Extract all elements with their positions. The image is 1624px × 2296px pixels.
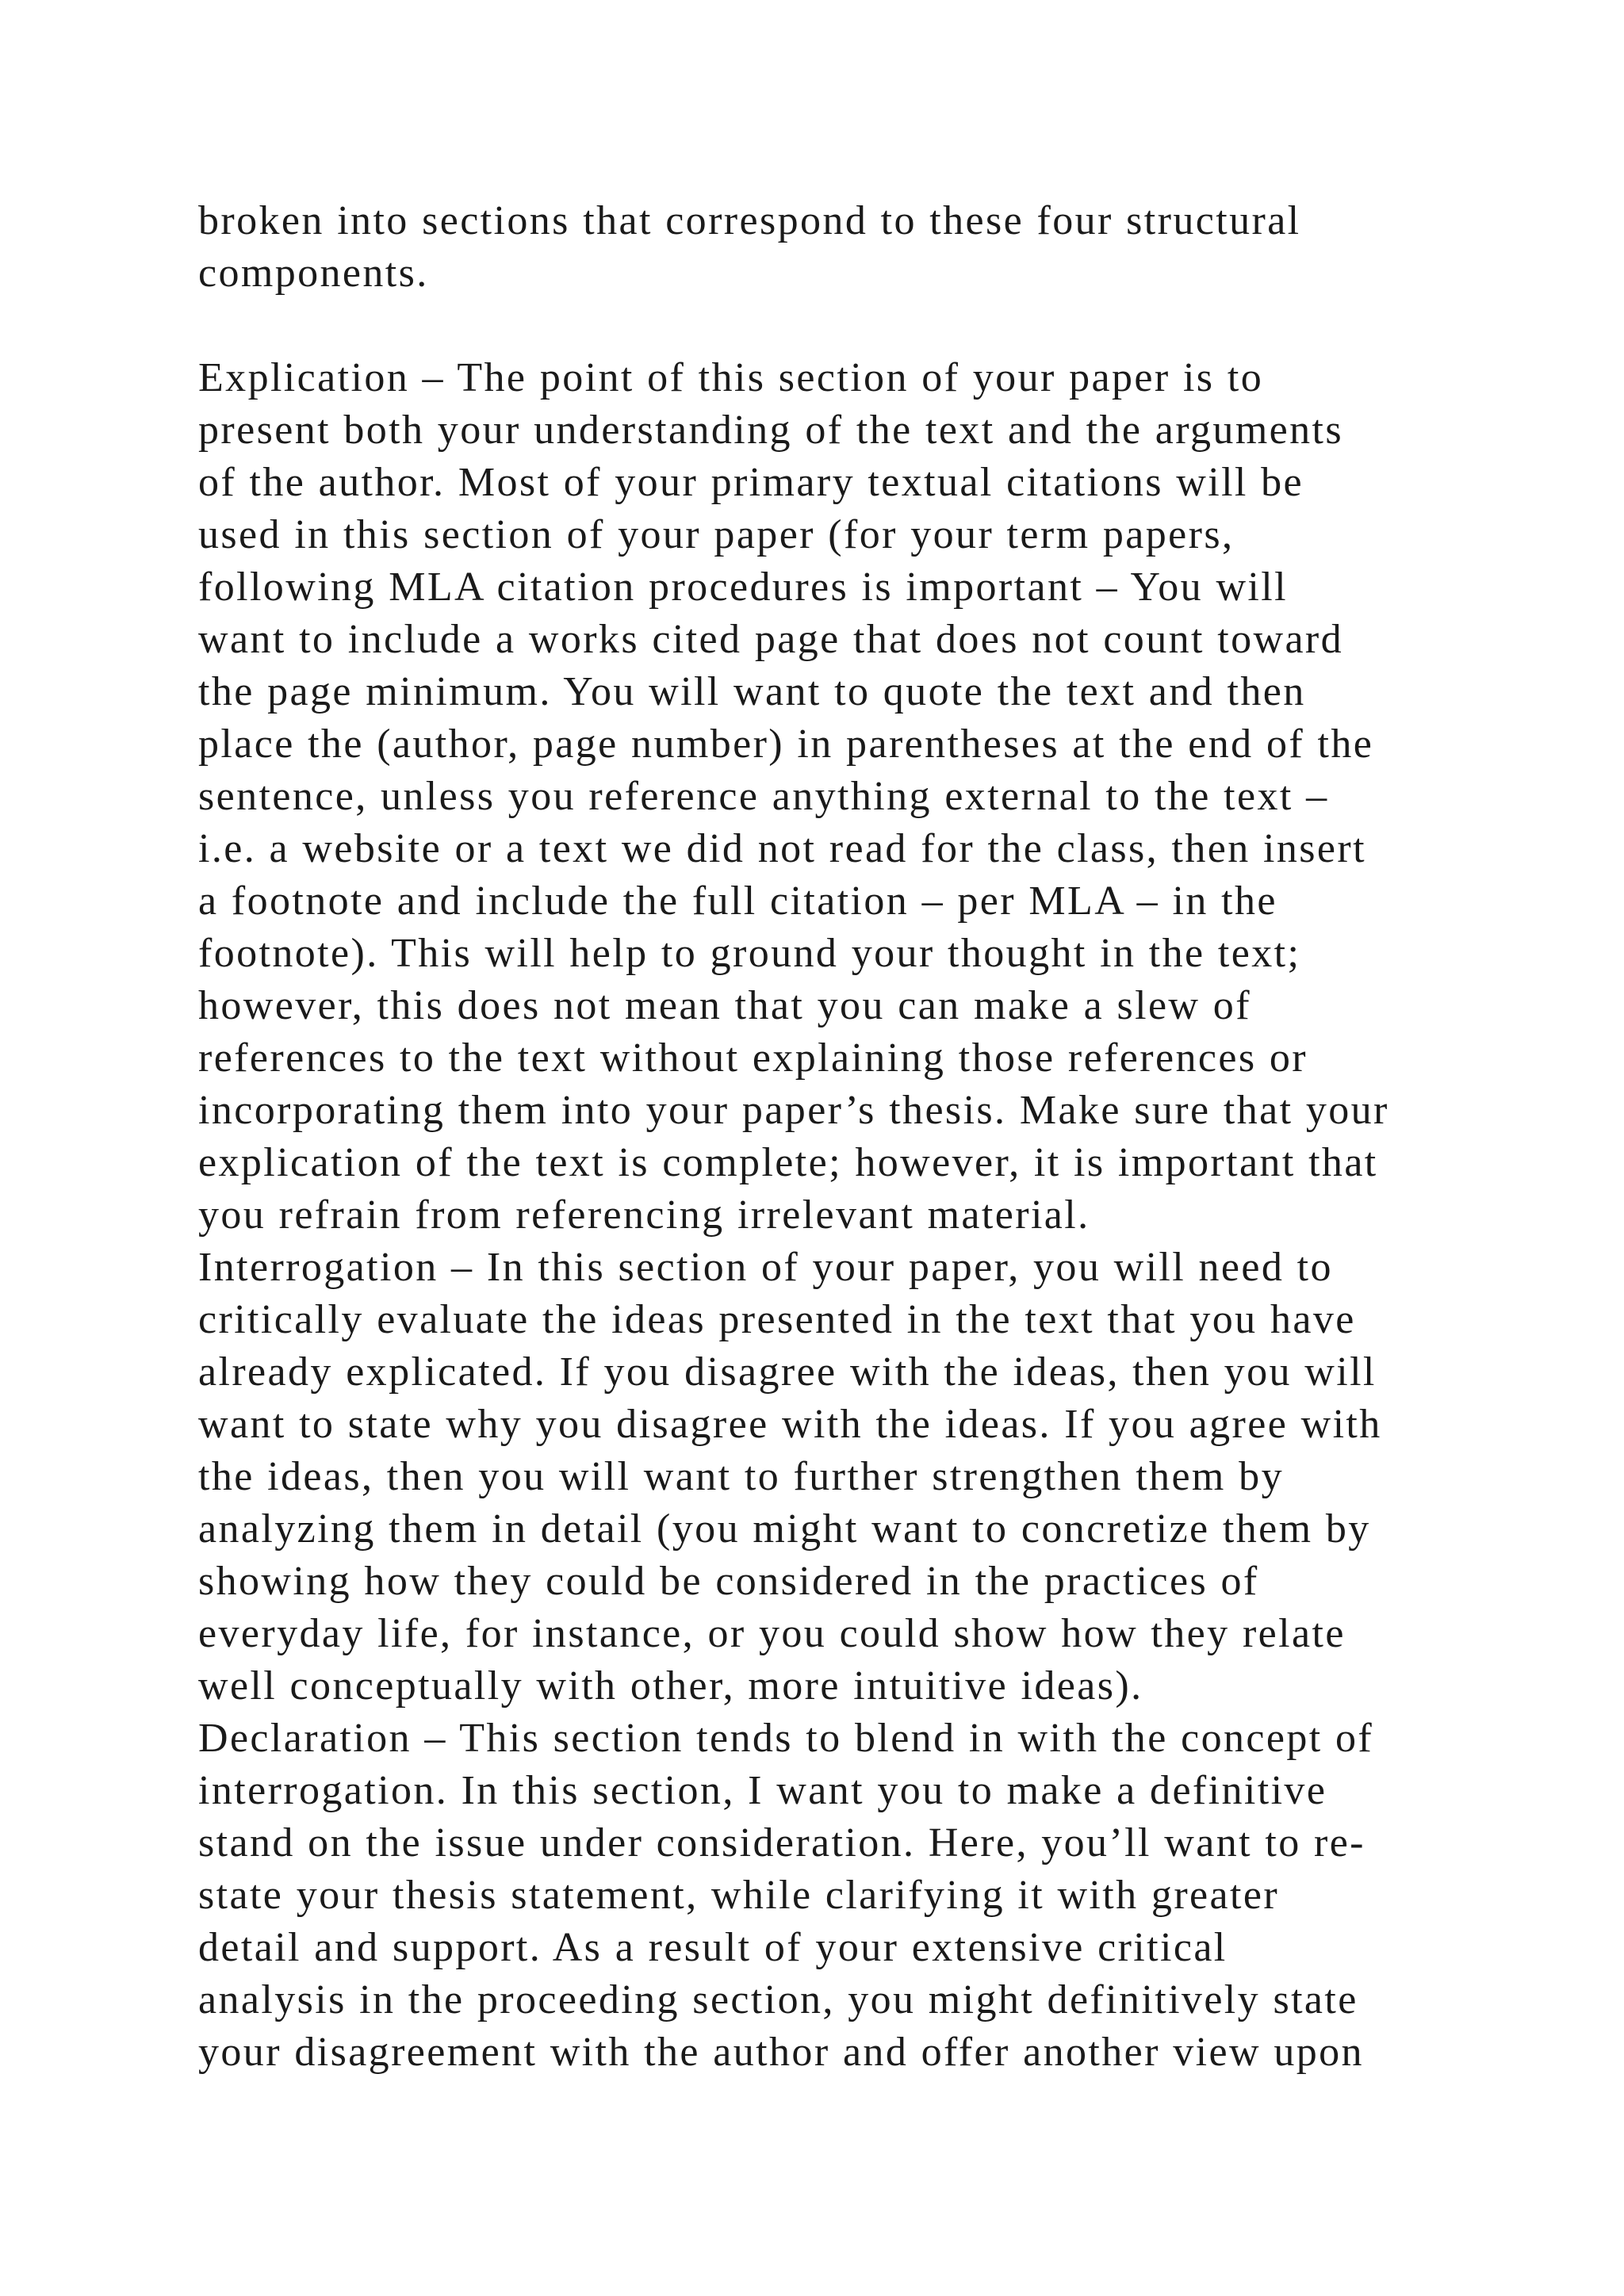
body-text: [198, 195, 1483, 2079]
text-line: detail and support. As a result of your extensive critical: [198, 1925, 1228, 1970]
text-line: interrogation. In this section, I want you to make a definitive: [198, 1768, 1327, 1813]
text-line: incorporating them into your paper’s thesis. Make sure that your: [198, 1088, 1389, 1133]
text-line: Declaration – This section tends to blend in with the concept of: [198, 1716, 1374, 1761]
text-line: used in this section of your paper (for your term papers,: [198, 512, 1235, 557]
text-line: Interrogation – In this section of your paper, you will need to: [198, 1245, 1333, 1290]
text-line: well conceptually with other, more intuitive ideas).: [198, 1663, 1143, 1709]
paragraph-gap: [198, 300, 1483, 352]
text-line: components.: [198, 251, 429, 296]
text-line: explication of the text is complete; however, it is important that: [198, 1140, 1378, 1185]
text-line: critically evaluate the ideas presented in the text that you have: [198, 1297, 1356, 1342]
text-line: your disagreement with the author and offer another view upon: [198, 2030, 1364, 2075]
text-line: present both your understanding of the text and the arguments: [198, 408, 1344, 453]
text-line: of the author. Most of your primary textual citations will be: [198, 460, 1304, 505]
text-line: showing how they could be considered in the practices of: [198, 1559, 1259, 1604]
text-line: state your thesis statement, while clarifying it with greater: [198, 1873, 1280, 1918]
text-line: want to state why you disagree with the ideas. If you agree with: [198, 1402, 1382, 1447]
text-line: however, this does not mean that you can make a slew of: [198, 983, 1251, 1028]
text-line: everyday life, for instance, or you could show how they relate: [198, 1611, 1346, 1656]
text-line: the page minimum. You will want to quote the text and then: [198, 669, 1306, 714]
text-line: the ideas, then you will want to further strengthen them by: [198, 1454, 1284, 1499]
text-line: want to include a works cited page that does not count toward: [198, 617, 1344, 662]
text-line: i.e. a website or a text we did not read for the class, then insert: [198, 826, 1366, 871]
text-line: already explicated. If you disagree with the ideas, then you will: [198, 1349, 1377, 1395]
text-line: references to the text without explaining those references or: [198, 1035, 1308, 1081]
text-line: Explication – The point of this section of your paper is to: [198, 355, 1264, 400]
text-line: a footnote and include the full citation – per MLA – in the: [198, 878, 1277, 924]
text-line: you refrain from referencing irrelevant material.: [198, 1192, 1090, 1238]
text-line: broken into sections that correspond to these four structural: [198, 198, 1301, 243]
text-line: sentence, unless you reference anything external to the text –: [198, 774, 1329, 819]
text-line: footnote). This will help to ground your thought in the text;: [198, 931, 1301, 976]
text-line: analysis in the proceeding section, you might definitively state: [198, 1977, 1358, 2022]
text-line: stand on the issue under consideration. Here, you’ll want to re-: [198, 1820, 1365, 1866]
text-line: following MLA citation procedures is important – You will: [198, 564, 1288, 610]
text-line: analyzing them in detail (you might want to concretize them by: [198, 1506, 1371, 1552]
text-line: place the (author, page number) in parentheses at the end of the: [198, 721, 1374, 767]
